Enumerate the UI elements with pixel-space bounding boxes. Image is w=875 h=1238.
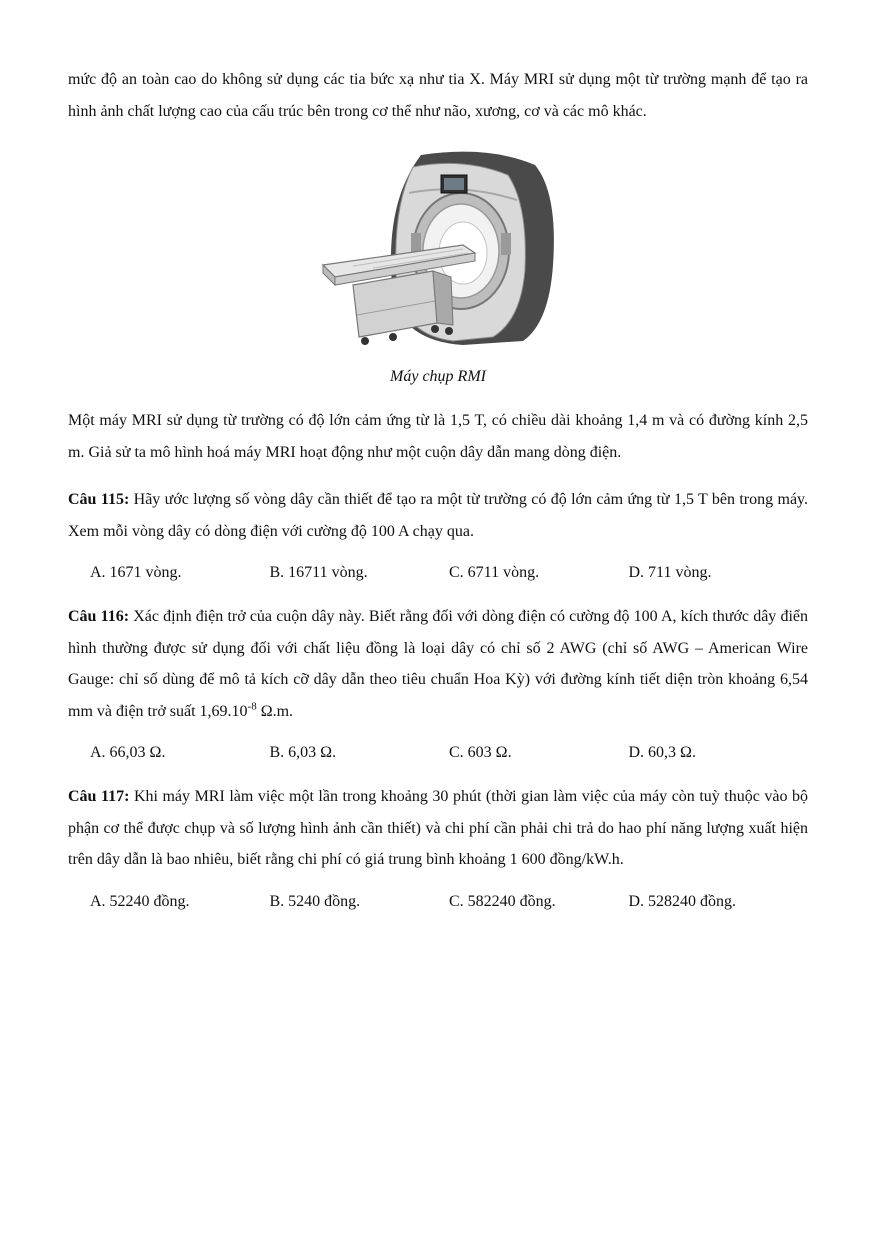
context-paragraph: Một máy MRI sử dụng từ trường có độ lớn cảm ứng từ là 1,5 T, có chiều dài khoảng 1,4 m và có đường kính 2,5 m. Giả sử ta mô hình hoá máy MRI hoạt động như một cuộn dây dẫn mang dòng điện. — [68, 412, 808, 461]
intro-paragraph: mức độ an toàn cao do không sử dụng các tia bức xạ như tia X. Máy MRI sử dụng một từ trường mạnh để tạo ra hình ảnh chất lượng cao của cấu trúc bên trong cơ thể như não, xương, cơ và các mô khác. — [68, 71, 808, 120]
question-label: Câu 116: — [68, 608, 130, 625]
document-page — [68, 64, 808, 930]
option-c[interactable]: C. 6711 vòng. — [449, 564, 540, 581]
option-c[interactable]: C. 603 Ω. — [449, 744, 512, 761]
option-b[interactable]: B. 5240 đồng. — [269, 892, 361, 910]
option-d[interactable]: D. 528240 đồng. — [628, 892, 737, 910]
question-text: Khi máy MRI làm việc một lần trong khoảng 30 phút (thời gian làm việc của máy còn tuỳ thuộc vào bộ phận cơ thể được chụp và số lượng hình ảnh cần thiết) và chi phí cần phải chi trả do hao phí năng lượng xuất hiện trên dây dẫn là bao nhiêu, biết rằng chi phí có giá trung bình khoảng 1 600 đồng/kW.h. — [68, 788, 809, 868]
figure — [68, 145, 808, 389]
option-d[interactable]: D. 711 vòng. — [628, 564, 712, 581]
question-text: Xác định điện trở của cuộn dây này. Biết rằng đối với dòng điện có cường độ 100 A, kích thước dây điển hình thường được sử dụng đối với chất liệu đồng là loại dây có chỉ số 2 AWG (chỉ số AWG – American Wire Gauge: chỉ số dùng để mô tả kích cỡ dây dẫn theo tiêu chuẩn Hoa Kỳ) với đường kính tiết diện tròn khoảng 6,54 mm và điện trở suất 1,69.10 — [68, 608, 808, 720]
answer-options — [90, 888, 808, 916]
mri-machine-illustration — [313, 145, 563, 355]
question-116 — [68, 601, 808, 767]
question-label: Câu 115: — [68, 491, 130, 508]
option-b[interactable]: B. 16711 vòng. — [269, 564, 368, 581]
answer-options — [90, 739, 808, 767]
question-label: Câu 117: — [68, 788, 130, 805]
exponent: -8 — [247, 700, 257, 713]
question-115 — [68, 484, 808, 587]
question-text: Hãy ước lượng số vòng dây cần thiết để tạo ra một từ trường có độ lớn cảm ứng từ 1,5 T bên trong máy. Xem mỗi vòng dây có dòng điện với cường độ 100 A chạy qua. — [68, 491, 809, 540]
option-d[interactable]: D. 60,3 Ω. — [628, 744, 696, 761]
option-b[interactable]: B. 6,03 Ω. — [269, 744, 337, 761]
option-a[interactable]: A. 66,03 Ω. — [90, 744, 166, 761]
option-c[interactable]: C. 582240 đồng. — [449, 892, 556, 910]
option-a[interactable]: A. 1671 vòng. — [90, 564, 182, 581]
figure-caption: Máy chụp RMI — [390, 368, 486, 385]
option-a[interactable]: A. 52240 đồng. — [90, 892, 190, 910]
question-text-unit: Ω.m. — [256, 702, 294, 720]
answer-options — [90, 559, 808, 587]
question-117 — [68, 781, 808, 916]
